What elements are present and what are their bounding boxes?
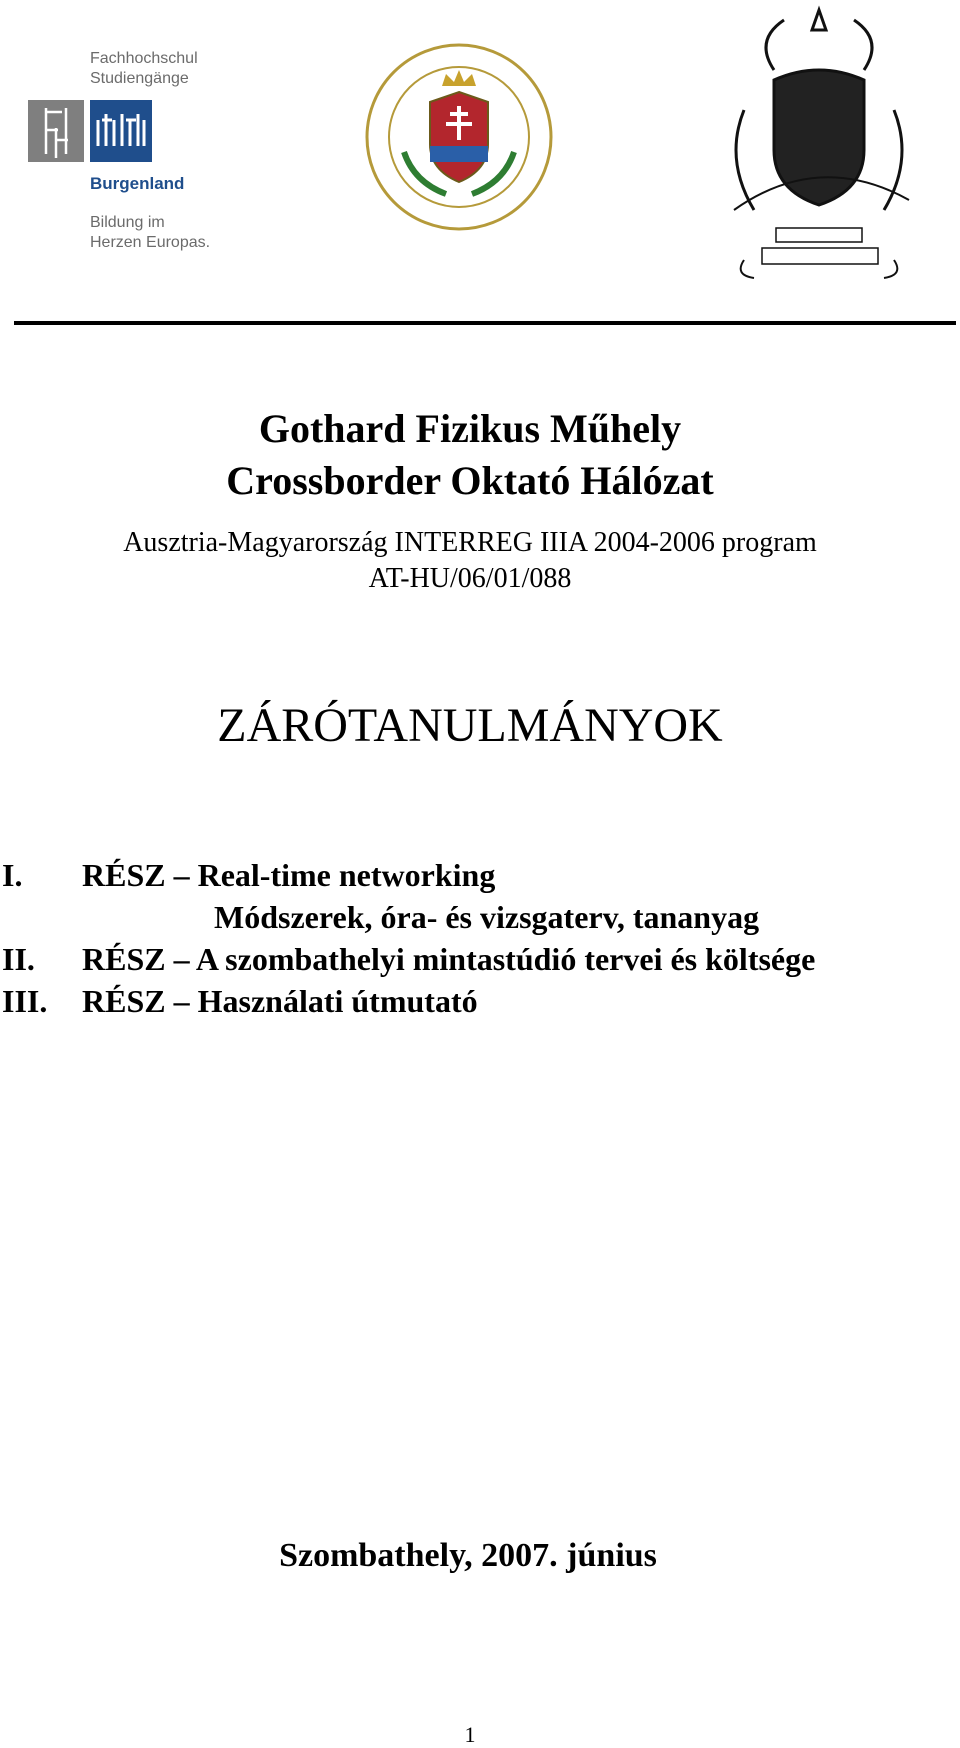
- fh-logo-line2: Studiengänge: [90, 70, 189, 87]
- page-number: 1: [464, 1722, 476, 1747]
- fh-burgenland-logo: [28, 48, 228, 258]
- part-2-number: II.: [2, 941, 35, 977]
- title-line1: Gothard Fizikus Műhely: [258, 406, 682, 451]
- fh-logo-line1: Fachhochschul: [90, 50, 198, 67]
- part-1-number: I.: [2, 857, 23, 893]
- observatory-seal-logo: [714, 0, 924, 280]
- program-line1: Ausztria-Magyarország INTERREG IIIA 2004-2006 program: [123, 527, 817, 558]
- part-2-title: RÉSZ – A szombathelyi mintastúdió tervei és költsége: [82, 941, 816, 977]
- header-divider: [14, 321, 956, 325]
- part-3-number: III.: [2, 983, 48, 1019]
- part-1-title: RÉSZ – Real-time networking: [82, 857, 496, 893]
- main-heading: ZÁRÓTANULMÁNYOK: [217, 699, 723, 752]
- fh-logo-tagline2: Herzen Europas.: [90, 234, 211, 251]
- fh-logo-region: Burgenland: [90, 174, 185, 193]
- fh-logo-tagline1: Bildung im: [90, 214, 165, 231]
- part-3-title: RÉSZ – Használati útmutató: [82, 983, 478, 1019]
- title-line2: Crossborder Oktató Hálózat: [226, 458, 714, 503]
- program-line2: AT-HU/06/01/088: [368, 563, 572, 594]
- part-1-subtitle: Módszerek, óra- és vizsgaterv, tananyag: [214, 899, 760, 935]
- elte-seal-logo: [364, 42, 554, 232]
- place-date: Szombathely, 2007. június: [279, 1537, 657, 1574]
- fh-logo-mark: [28, 100, 152, 162]
